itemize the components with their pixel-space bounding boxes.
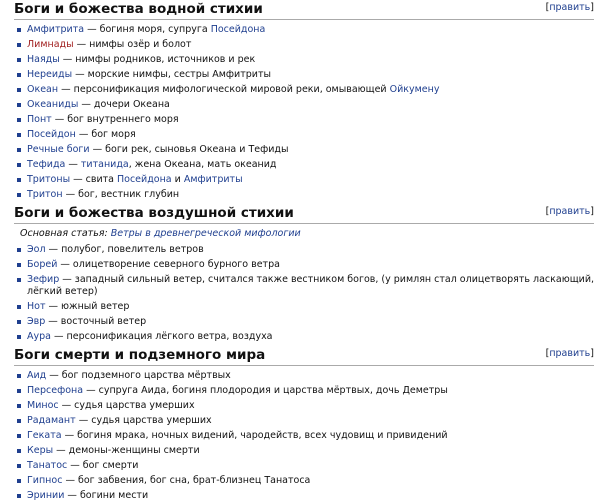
section-2 — [0, 204, 600, 343]
list-item — [14, 259, 596, 271]
wiki-link[interactable]: Тритон — [27, 189, 63, 200]
wiki-link[interactable]: Ойкумену — [389, 84, 440, 95]
wiki-link[interactable]: Нереиды — [27, 69, 73, 80]
list-item — [14, 174, 596, 186]
item-list — [14, 370, 596, 500]
wiki-link[interactable]: Геката — [27, 430, 62, 441]
wiki-link[interactable]: титанида — [80, 159, 129, 170]
list-item — [14, 84, 596, 96]
item-text: — судья царства умерших — [75, 415, 212, 426]
list-item — [14, 430, 596, 442]
list-item — [14, 475, 596, 487]
item-text: — богини мести — [64, 490, 149, 500]
main-article-note — [20, 228, 596, 240]
edit-link[interactable]: править — [549, 348, 591, 359]
wiki-link[interactable]: Речные боги — [27, 144, 90, 155]
item-text: — богиня моря, супруга — [84, 24, 211, 35]
list-item — [14, 244, 596, 256]
item-text: — западный сильный ветер, считался также вестником богов, (у римлян стал олицетворять ласкающий, лёгкий ветер) — [27, 274, 595, 297]
item-text: — бог смерти — [67, 460, 139, 471]
list-item — [14, 415, 596, 427]
wiki-link[interactable]: Аид — [27, 370, 47, 381]
wiki-link[interactable]: Нот — [27, 301, 46, 312]
item-text: — бог, вестник глубин — [62, 189, 180, 200]
wiki-link[interactable]: Минос — [27, 400, 59, 411]
item-text: — бог забвения, бог сна, брат-близнец Танатоса — [62, 475, 311, 486]
wiki-link[interactable]: Тефида — [27, 159, 66, 170]
item-text: — южный ветер — [45, 301, 130, 312]
wiki-link[interactable]: Аура — [27, 331, 51, 342]
wiki-link[interactable]: Гипнос — [27, 475, 63, 486]
section-3 — [0, 346, 600, 500]
item-text: — — [65, 159, 81, 170]
edit-link[interactable]: править — [549, 2, 591, 13]
item-text: — морские нимфы, сестры Амфитриты — [72, 69, 271, 80]
list-item — [14, 129, 596, 141]
list-item — [14, 460, 596, 472]
wiki-link[interactable]: Керы — [27, 445, 54, 456]
edit-link[interactable]: править — [549, 206, 591, 217]
wiki-link[interactable]: Океан — [27, 84, 59, 95]
item-text: — дочери Океана — [78, 99, 170, 110]
wiki-link[interactable]: Тритоны — [27, 174, 71, 185]
list-item — [14, 331, 596, 343]
item-text: — персонификация мифологической мировой реки, омывающей — [58, 84, 390, 95]
wiki-link[interactable]: Зефир — [27, 274, 60, 285]
list-item — [14, 301, 596, 313]
item-text: — нимфы озёр и болот — [73, 39, 192, 50]
wiki-link[interactable]: Амфитрита — [27, 24, 85, 35]
item-list — [14, 244, 596, 343]
wiki-link[interactable]: Борей — [27, 259, 58, 270]
wiki-link[interactable]: Эвр — [27, 316, 46, 327]
wiki-link[interactable]: Посейдона — [117, 174, 172, 185]
item-text: — персонификация лёгкого ветра, воздуха — [50, 331, 273, 342]
section-heading — [14, 0, 594, 20]
list-item — [14, 385, 596, 397]
red-link[interactable]: Лимнады — [27, 39, 74, 50]
item-text: — демоны-женщины смерти — [53, 445, 200, 456]
list-item — [14, 159, 596, 171]
edit-section: [править] — [545, 348, 594, 359]
wiki-link[interactable]: Посейдона — [210, 24, 266, 35]
list-item — [14, 445, 596, 457]
wiki-link[interactable]: Радамант — [27, 415, 76, 426]
main-article-link[interactable]: Ветры в древнегреческой мифологии — [110, 228, 301, 239]
item-text: — нимфы родников, источников и рек — [59, 54, 256, 65]
list-item — [14, 144, 596, 156]
section-title: Боги и божества водной стихии — [14, 1, 263, 17]
list-item — [14, 490, 596, 500]
wiki-link[interactable]: Эол — [27, 244, 46, 255]
list-item — [14, 370, 596, 382]
list-item — [14, 189, 596, 201]
list-item — [14, 274, 596, 298]
item-text: — полубог, повелитель ветров — [45, 244, 204, 255]
item-text: — восточный ветер — [45, 316, 147, 327]
item-text: — боги рек, сыновья Океана и Тефиды — [89, 144, 289, 155]
item-text: — бог внутреннего моря — [51, 114, 179, 125]
list-item — [14, 39, 596, 51]
wiki-link[interactable]: Океаниды — [27, 99, 79, 110]
wiki-link[interactable]: Наяды — [27, 54, 60, 65]
wiki-link[interactable]: Эринии — [27, 490, 65, 500]
section-title: Боги смерти и подземного мира — [14, 347, 266, 363]
list-item — [14, 400, 596, 412]
section-heading — [14, 346, 594, 366]
item-text: — бог подземного царства мёртвых — [46, 370, 231, 381]
main-article-prefix: Основная статья: — [20, 228, 111, 239]
list-item — [14, 54, 596, 66]
list-item — [14, 99, 596, 111]
item-text: — бог моря — [75, 129, 136, 140]
item-text: — супруга Аида, богиня плодородия и царства мёртвых, дочь Деметры — [83, 385, 448, 396]
edit-section: [править] — [545, 206, 594, 217]
wiki-link[interactable]: Амфитриты — [183, 174, 243, 185]
section-title: Боги и божества воздушной стихии — [14, 205, 294, 221]
section-1 — [0, 0, 600, 201]
item-text: — олицетворение северного бурного ветра — [57, 259, 280, 270]
wiki-link[interactable]: Понт — [27, 114, 52, 125]
list-item — [14, 24, 596, 36]
edit-section: [править] — [545, 2, 594, 13]
wiki-link[interactable]: Посейдон — [27, 129, 76, 140]
item-text: — судья царства умерших — [58, 400, 195, 411]
item-text: , жена Океана, мать океанид — [128, 159, 277, 170]
item-text: — свита — [70, 174, 117, 185]
list-item — [14, 114, 596, 126]
item-text: и — [171, 174, 184, 185]
item-list — [14, 24, 596, 201]
list-item — [14, 316, 596, 328]
wiki-link[interactable]: Персефона — [27, 385, 84, 396]
section-heading — [14, 204, 594, 224]
item-text: — богиня мрака, ночных видений, чародейств, всех чудовищ и привидений — [61, 430, 448, 441]
wiki-link[interactable]: Танатос — [27, 460, 68, 471]
list-item — [14, 69, 596, 81]
